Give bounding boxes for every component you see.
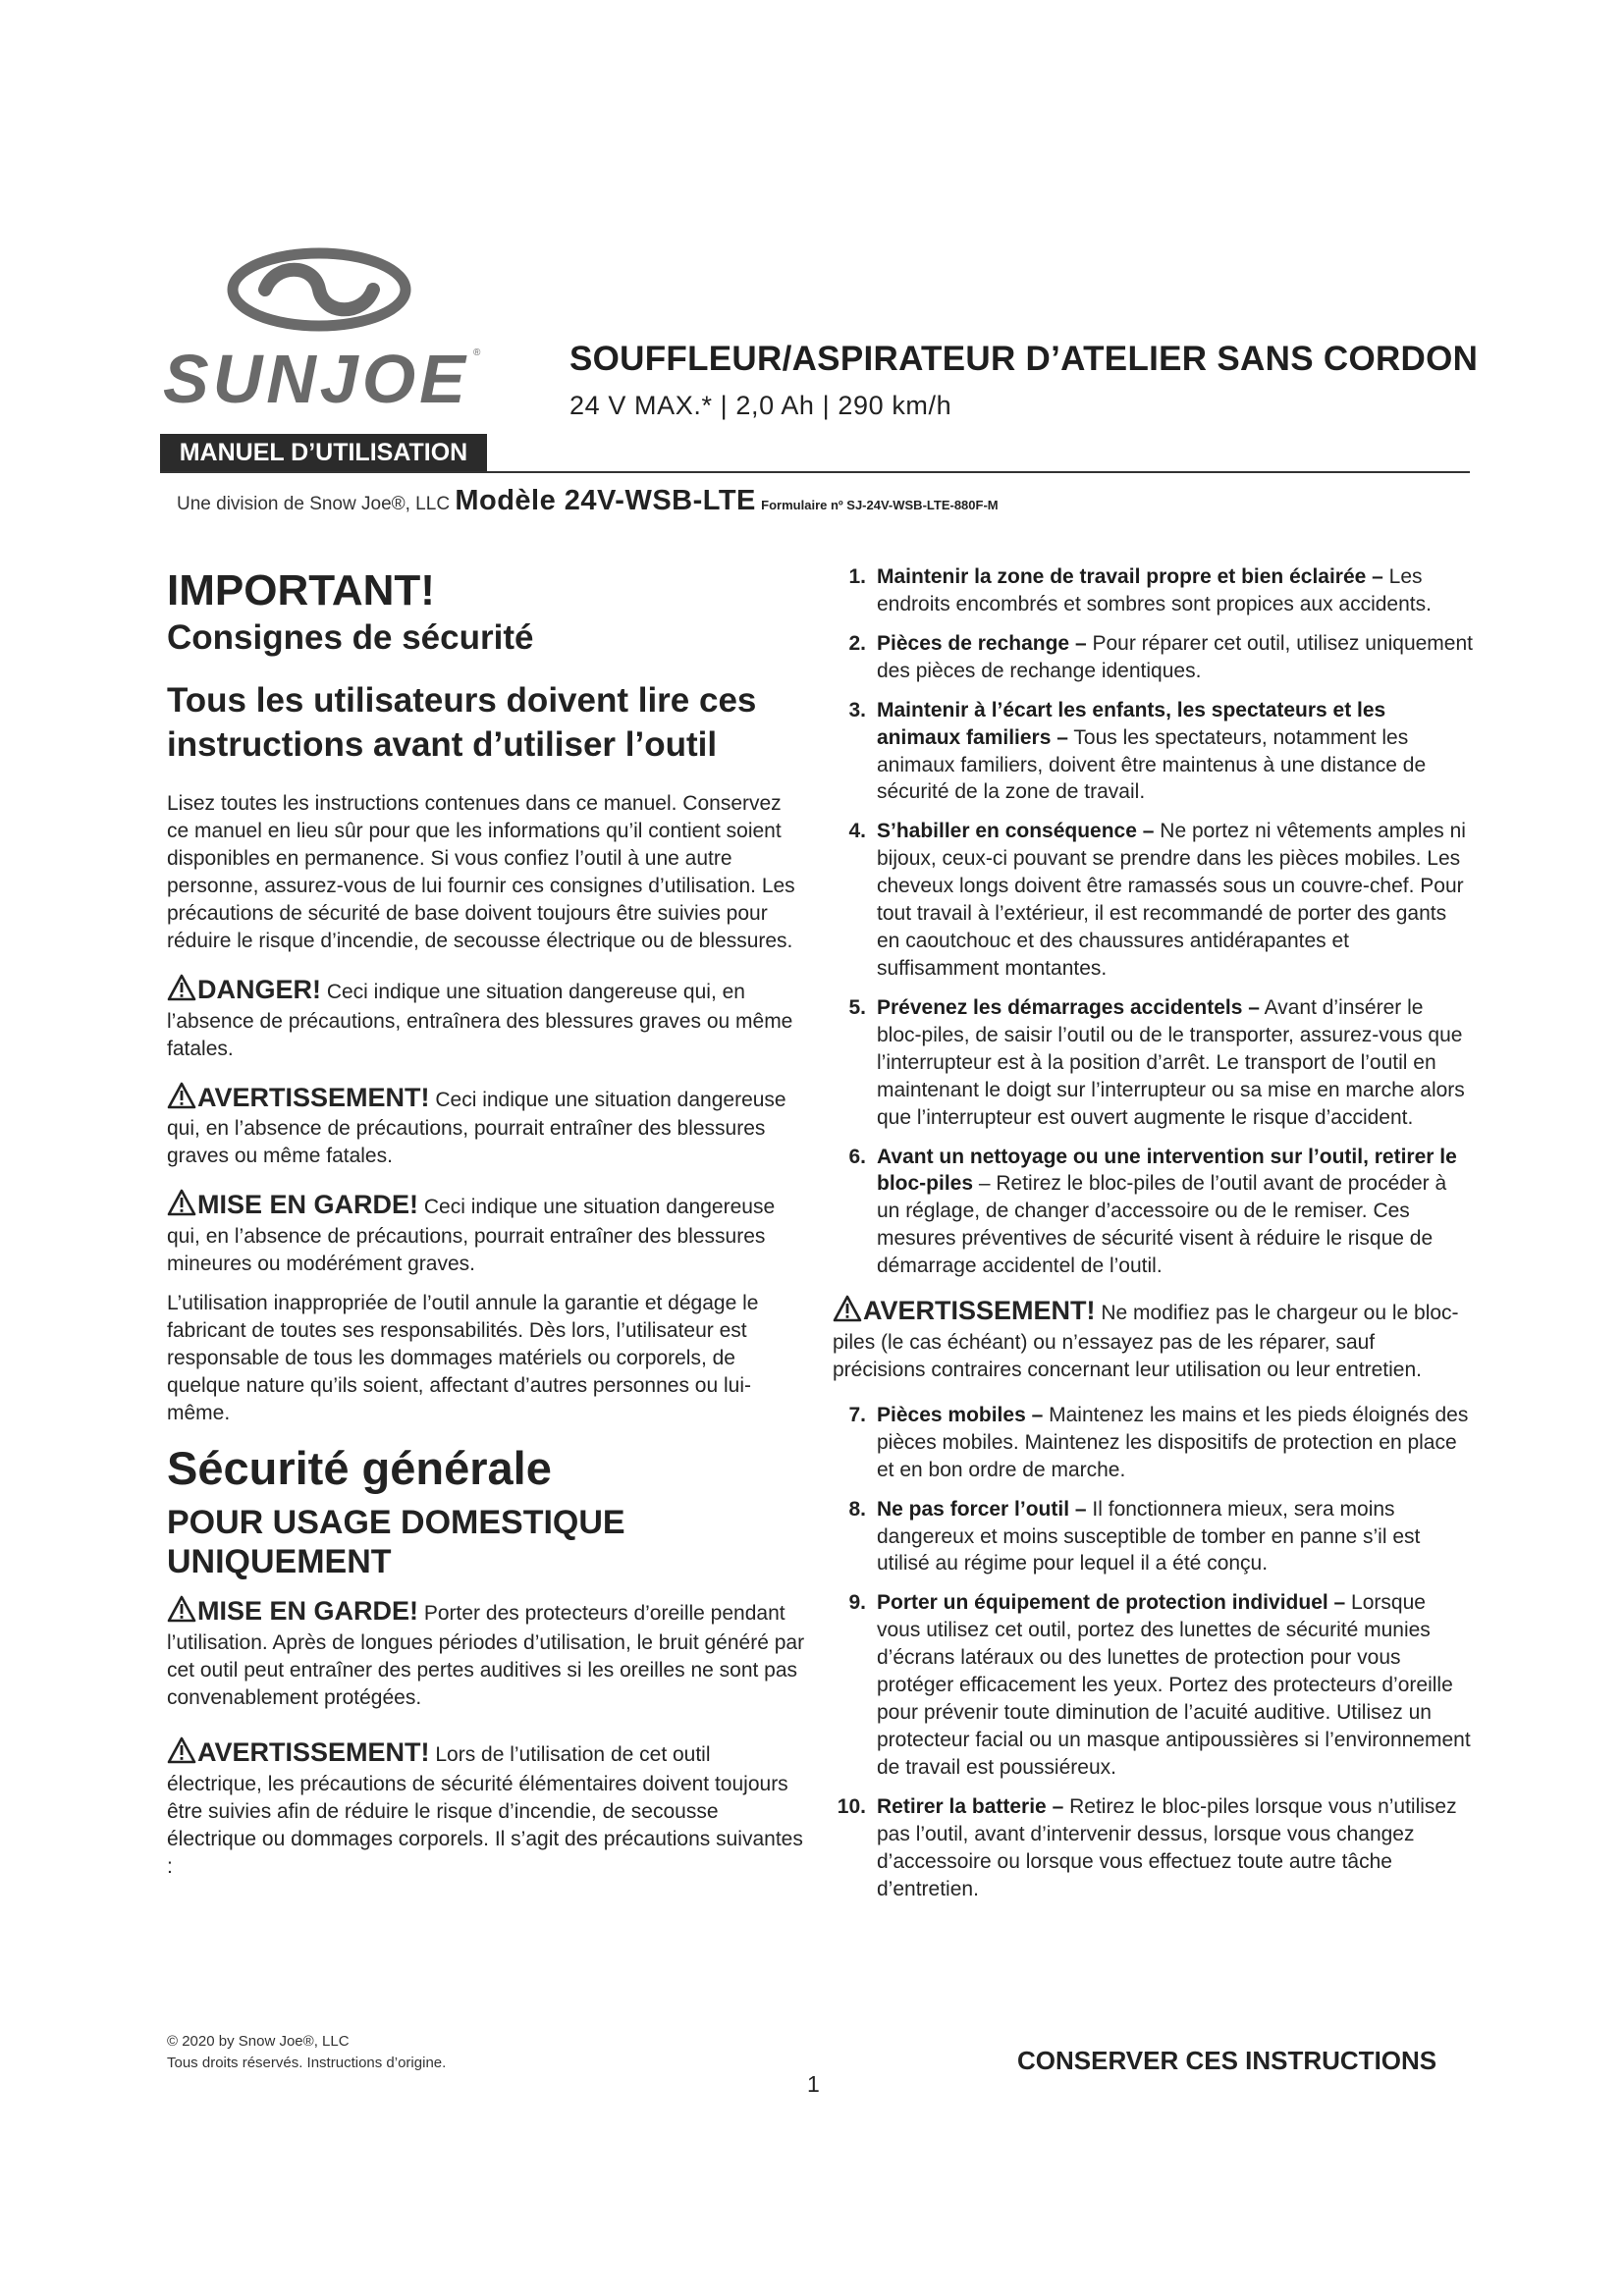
warning-triangle-icon (167, 974, 196, 1001)
item-text: Les endroits encombrés et sombres sont propices aux accidents. (877, 565, 1432, 615)
item-title: S’habiller en conséquence – (877, 820, 1155, 843)
avertissement-label: AVERTISSEMENT! (197, 1736, 430, 1767)
warning-triangle-icon (167, 1736, 196, 1764)
list-item (833, 1589, 1473, 1781)
ear-protection-notice (167, 1594, 805, 1712)
important-heading: IMPORTANT! (167, 566, 435, 614)
item-number: 9. (848, 1591, 866, 1615)
sunjoe-logo (157, 245, 491, 412)
item-title: Maintenir la zone de travail propre et bien éclairée – (877, 565, 1383, 588)
model-number: Modèle 24V-WSB-LTE (455, 485, 756, 516)
item-title: Pièces de rechange – (877, 631, 1087, 655)
warning-triangle-icon (167, 1595, 196, 1623)
list-item (833, 1496, 1473, 1578)
item-number: 1. (848, 565, 866, 588)
item-text: Maintenez les mains et les pieds éloignés des pièces mobiles. Maintenez les dispositifs de protection en place et en bon ordre de marche. (877, 1403, 1469, 1481)
item-title: Porter un équipement de protection individuel – (877, 1591, 1346, 1615)
improper-use-paragraph: L’utilisation inappropriée de l’outil annule la garantie et dégage le fabricant de toutes ses responsabilités. Dès lors, l’utilisateur est responsable de tous les dommages matériels ou corporels, de quelque nature qu’ils soient, affectant d’autres personnes ou lui-même. (167, 1292, 759, 1424)
danger-notice (167, 973, 805, 1063)
list-item (833, 1793, 1473, 1903)
product-specs: 24 V MAX.* | 2,0 Ah | 290 km/h (569, 391, 952, 420)
item-text: – Retirez le bloc-piles de l’outil avant de procéder à un réglage, de changer d’accessoire ou de le remiser. Ces mesures préventives de sécurité visent à réduire le risque de démarrage accidentel de l’outil. (877, 1172, 1447, 1278)
item-number: 6. (848, 1145, 866, 1168)
all-users-heading: Tous les utilisateurs doivent lire ces instructions avant d’utiliser l’outil (167, 681, 757, 764)
list-item (833, 697, 1473, 807)
charger-warning-notice (833, 1294, 1473, 1384)
item-number: 8. (848, 1497, 866, 1521)
mise-en-garde-notice (167, 1188, 805, 1278)
item-title: Ne pas forcer l’outil – (877, 1497, 1087, 1521)
item-title: Prévenez les démarrages accidentels – (877, 995, 1260, 1019)
ear-protection-text: Porter des protecteurs d’oreille pendant l’utilisation. Après de longues périodes d’utilisation, le bruit généré par cet outil peut entraîner des pertes auditives si les oreilles ne sont pas convenablement protégées. (167, 1602, 805, 1709)
page-number: 1 (807, 2071, 820, 2097)
item-number: 7. (848, 1403, 866, 1426)
item-number: 5. (848, 995, 866, 1019)
item-number: 2. (848, 631, 866, 655)
rights-text: Tous droits réservés. Instructions d’origine. (167, 2054, 447, 2071)
danger-label: DANGER! (197, 974, 321, 1004)
left-column (167, 567, 805, 1881)
avertissement-label: AVERTISSEMENT! (863, 1296, 1096, 1326)
item-number: 3. (848, 698, 866, 721)
mise-en-garde-label: MISE EN GARDE! (197, 1190, 419, 1220)
list-item (833, 563, 1473, 618)
avertissement-text: Ceci indique une situation dangereuse qui, en l’absence de précautions, pourrait entraîner des blessures graves ou même fatales. (167, 1088, 786, 1168)
item-number: 10. (837, 1794, 866, 1818)
item-title: Retirer la batterie – (877, 1794, 1064, 1818)
item-text: Lorsque vous utilisez cet outil, portez des lunettes de sécurité munies d’écrans latéraux ou des lunettes de protection pour vous protéger efficacement les yeux. Portez des protecteurs d’oreille pour prévenir toute diminution de l’acuité auditive. Utilisez un protecteur facial ou un masque antipoussières si l’environnement de travail est poussiéreux. (877, 1591, 1471, 1779)
list-item (833, 1402, 1473, 1484)
product-title: SOUFFLEUR/ASPIRATEUR D’ATELIER SANS CORDON (569, 340, 1479, 378)
keep-instructions-notice: CONSERVER CES INSTRUCTIONS (1017, 2046, 1437, 2075)
list-item (833, 994, 1473, 1132)
electrical-safety-notice (167, 1735, 805, 1881)
danger-text: Ceci indique une situation dangereuse qui, en l’absence de précautions, entraînera des blessures graves ou même fatales. (167, 980, 793, 1060)
electrical-safety-text: Lors de l’utilisation de cet outil électrique, les précautions de sécurité élémentaires doivent toujours être suivies afin de réduire le risque d’incendie, de secousse électrique ou dommages corporels. Il s’agit des précautions suivantes : (167, 1742, 803, 1878)
consignes-heading: Consignes de sécurité (167, 618, 534, 658)
list-item (833, 630, 1473, 685)
division-text: Une division de Snow Joe®, LLC (177, 494, 451, 514)
brand-text: SUNJOE (163, 341, 469, 412)
general-safety-heading: Sécurité générale (167, 1441, 552, 1494)
form-number: Formulaire nº SJ-24V-WSB-LTE-880F-M (761, 498, 999, 512)
manual-label: MANUEL D’UTILISATION (160, 434, 487, 471)
avertissement-notice (167, 1081, 805, 1171)
list-item (833, 1144, 1473, 1281)
item-title: Avant un nettoyage ou une intervention sur l’outil, retirer le bloc-piles (877, 1145, 1457, 1196)
item-text: Ne portez ni vêtements amples ni bijoux, ceux-ci pouvant se prendre dans les pièces mobiles. Les cheveux longs doivent être ramassés sous un couvre-chef. Pour tout travail à l’extérieur, il est recommandé de porter des gants en caoutchouc et des chaussures antidérapantes et suffisamment montantes. (877, 820, 1466, 980)
model-line (177, 485, 999, 517)
avertissement-label: AVERTISSEMENT! (197, 1082, 430, 1112)
list-item (833, 818, 1473, 983)
intro-paragraph: Lisez toutes les instructions contenues dans ce manuel. Conservez ce manuel en lieu sûr pour que les informations qu’il contient soient disponibles en permanence. Si vous confiez l’outil à une autre personne, assurez-vous de lui fournir ces consignes d’utilisation. Les précautions de sécurité de base doivent toujours être suivies pour réduire le risque d’incendie, de secousse électrique ou de blessures. (167, 792, 795, 952)
mise-en-garde-label: MISE EN GARDE! (197, 1596, 419, 1627)
item-text: Avant d’insérer le bloc-piles, de saisir l’outil ou de le transporter, assurez-vous que l’interrupteur est à la position d’arrêt. Le transport de l’outil en maintenant le doigt sur l’interrupteur ou sa mise en marche alors que l’interrupteur est ouvert augmente le risque d’accident. (877, 995, 1465, 1129)
item-text: Tous les spectateurs, notamment les animaux familiers, doivent être maintenus à une distance de sécurité de la zone de travail. (877, 725, 1427, 804)
svg-text:®: ® (473, 347, 481, 358)
copyright-block (167, 2031, 446, 2074)
item-text: Pour réparer cet outil, utilisez uniquement des pièces de rechange identiques. (877, 631, 1473, 682)
warning-triangle-icon (167, 1189, 196, 1216)
item-title: Pièces mobiles – (877, 1403, 1044, 1426)
item-text: Retirez le bloc-piles lorsque vous n’utilisez pas l’outil, avant d’intervenir dessus, lorsque vous changez d’accessoire ou lorsque vous effectuez toute autre tâche d’entretien. (877, 1794, 1457, 1900)
mise-en-garde-text: Ceci indique une situation dangereuse qui, en l’absence de précautions, pourrait entraîner des blessures mineures ou modérément graves. (167, 1196, 776, 1276)
item-text: Il fonctionnera mieux, sera moins dangereux et moins susceptible de tomber en panne s’il est utilisé au régime pour lequel il a été conçu. (877, 1497, 1421, 1575)
domestic-use-heading: POUR USAGE DOMESTIQUE UNIQUEMENT (167, 1503, 625, 1581)
right-column (833, 563, 1473, 1915)
charger-warning-text: Ne modifiez pas le chargeur ou le bloc-piles (le cas échéant) ou n’essayez pas de les réparer, sauf précisions contraires concernant leur utilisation ou leur entretien. (833, 1302, 1459, 1381)
warning-triangle-icon (167, 1082, 196, 1109)
item-number: 4. (848, 820, 866, 843)
item-title: Maintenir à l’écart les enfants, les spectateurs et les animaux familiers – (877, 698, 1386, 749)
warning-triangle-icon (833, 1295, 862, 1322)
copyright-text: © 2020 by Snow Joe®, LLC (167, 2033, 350, 2050)
header-rule (160, 471, 1470, 473)
